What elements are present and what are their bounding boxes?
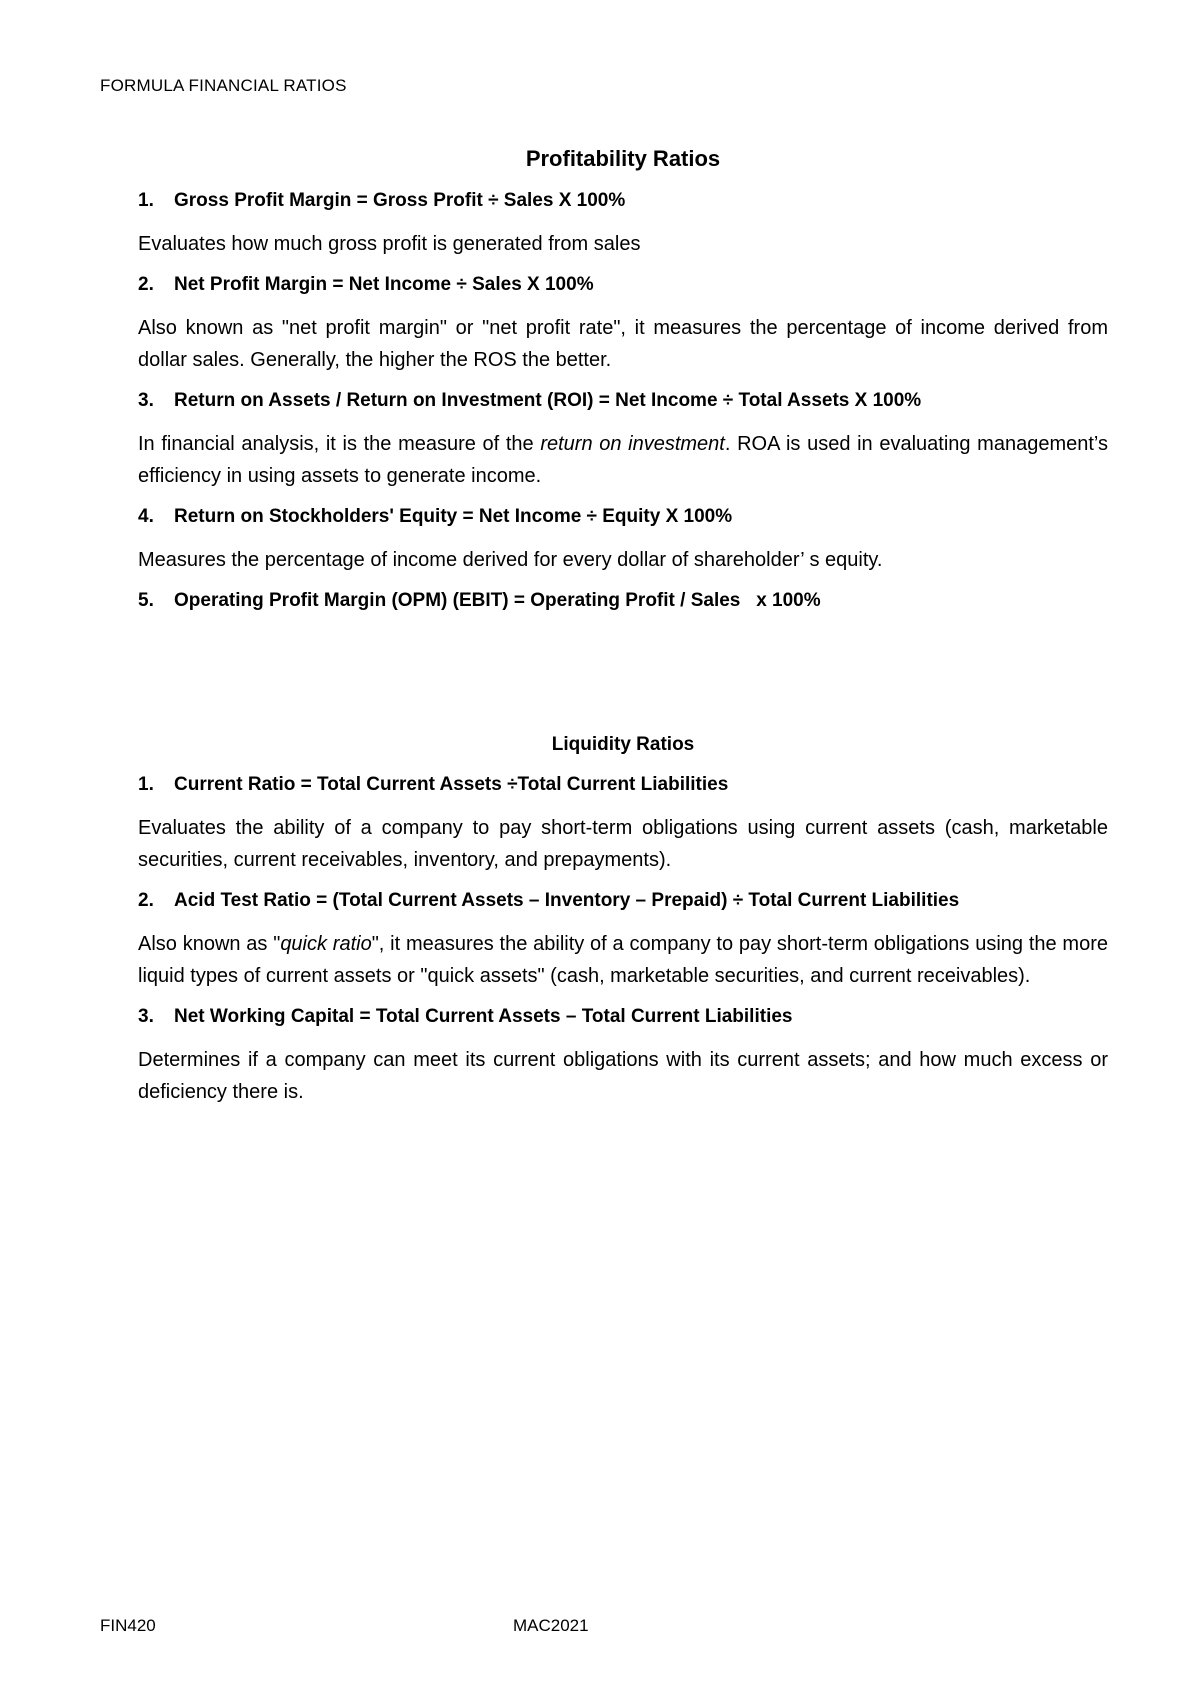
ratio-item <box>138 1006 1108 1108</box>
ratio-formula <box>138 390 1108 412</box>
desc-text: In financial analysis, it is the measure of the <box>138 433 541 455</box>
ratio-number: 2. <box>138 890 154 911</box>
desc-text: ", it measures the ability of a company to pay short-term obligations using the more liquid types of current assets or "quick assets" (cash, marketable securities, and current receivables). <box>138 933 1108 987</box>
ratio-formula-text: Net Profit Margin = Net Income ÷ Sales X 100% <box>174 274 594 295</box>
ratio-formula-text: Net Working Capital = Total Current Assets – Total Current Liabilities <box>174 1006 793 1027</box>
desc-text: . ROA is used in evaluating management’s efficiency in using assets to generate income. <box>138 433 1109 487</box>
ratio-formula-text: Current Ratio = Total Current Assets ÷Total Current Liabilities <box>174 774 729 795</box>
ratio-number: 3. <box>138 1006 154 1027</box>
ratio-item <box>138 590 1108 612</box>
ratio-description: Evaluates how much gross profit is generated from sales <box>138 233 641 255</box>
ratio-item <box>138 506 1108 576</box>
ratio-formula <box>138 1006 1108 1028</box>
ratio-item <box>138 774 1108 876</box>
ratio-description: Also known as "net profit margin" or "net profit rate", it measures the percentage of income derived from dollar sales. Generally, the higher the ROS the better. <box>138 317 1108 371</box>
document-body <box>138 146 1108 1122</box>
ratio-description <box>138 428 1108 492</box>
ratio-number: 5. <box>138 590 154 611</box>
footer-course-code: FIN420 <box>100 1616 156 1635</box>
ratio-item <box>138 190 1108 260</box>
ratio-formula <box>138 774 1108 796</box>
ratio-formula-text: Return on Assets / Return on Investment (ROI) = Net Income ÷ Total Assets X 100% <box>174 390 922 411</box>
ratio-number: 2. <box>138 274 154 295</box>
desc-text: Also known as " <box>138 933 281 955</box>
desc-emphasis: quick ratio <box>280 933 372 955</box>
desc-emphasis: return on investment <box>540 433 725 455</box>
ratio-formula-text: Return on Stockholders' Equity = Net Income ÷ Equity X 100% <box>174 506 733 527</box>
ratio-formula <box>138 274 1108 296</box>
ratio-description: Determines if a company can meet its current obligations with its current assets; and how much excess or deficiency there is. <box>138 1049 1108 1103</box>
profitability-title: Profitability Ratios <box>525 146 721 171</box>
ratio-number: 1. <box>138 190 154 211</box>
ratio-formula <box>138 190 1108 212</box>
ratio-item <box>138 890 1108 992</box>
ratio-item <box>138 274 1108 376</box>
page-header: FORMULA FINANCIAL RATIOS <box>100 76 347 95</box>
ratio-description <box>138 928 1108 992</box>
ratio-number: 3. <box>138 390 154 411</box>
ratio-number: 4. <box>138 506 154 527</box>
ratio-item <box>138 390 1108 492</box>
ratio-formula-text: Gross Profit Margin = Gross Profit ÷ Sales X 100% <box>174 190 626 211</box>
ratio-formula <box>138 506 1108 528</box>
footer-date: MAC2021 <box>513 1616 589 1635</box>
ratio-description: Evaluates the ability of a company to pay short-term obligations using current assets (cash, marketable securities, current receivables, inventory, and prepayments). <box>138 817 1108 871</box>
liquidity-title: Liquidity Ratios <box>551 734 695 755</box>
ratio-number: 1. <box>138 774 154 795</box>
ratio-formula-text: Acid Test Ratio = (Total Current Assets – Inventory – Prepaid) ÷ Total Current Liabilities <box>174 890 960 911</box>
ratio-formula <box>138 590 1108 612</box>
ratio-description: Measures the percentage of income derived for every dollar of shareholder’ s equity. <box>138 549 883 571</box>
ratio-formula <box>138 890 1108 912</box>
ratio-formula-text: Operating Profit Margin (OPM) (EBIT) = Operating Profit / Sales x 100% <box>174 590 821 611</box>
